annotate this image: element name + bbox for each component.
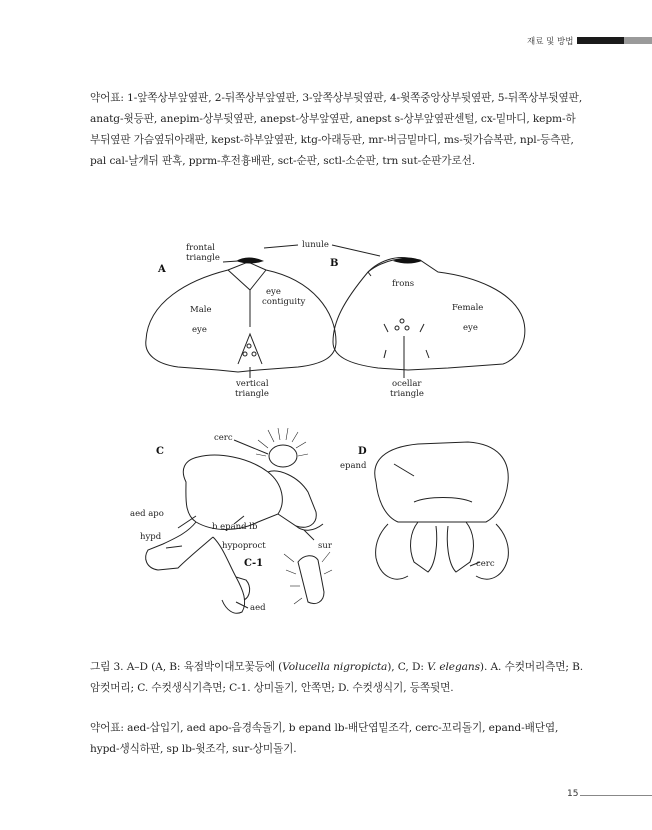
label-c-1: C-1 [244, 558, 264, 569]
label-b-epand-lb: b epand lb [212, 522, 258, 532]
label-female: Female [452, 303, 484, 313]
caption-species-2: V. elegans [427, 661, 480, 673]
label-triangle-vertical: triangle [235, 389, 269, 399]
header-section-label: 재료 및 방법 [527, 37, 574, 47]
label-frons: frons [392, 279, 415, 289]
label-epand: epand [340, 461, 367, 471]
label-hypd: hypd [140, 532, 162, 542]
caption-prefix: 그림 3. A–D (A, B: 육점박이대모꽃등에 ( [90, 661, 283, 673]
label-male-eye: eye [192, 325, 207, 335]
label-contiguity: contiguity [262, 297, 306, 307]
header-bar [577, 37, 624, 44]
caption-species-1: Volucella nigropicta [282, 661, 388, 673]
label-sur: sur [318, 541, 332, 551]
panel-d-letter: D [358, 446, 367, 457]
panel-a-drawing [146, 245, 339, 378]
label-ocellar: ocellar [392, 379, 422, 389]
label-triangle-ocellar: triangle [390, 389, 424, 399]
caption-middle: ), C, D: [387, 661, 428, 673]
label-male: Male [190, 305, 212, 315]
figure-3-illustration [118, 232, 538, 622]
label-cerc-c: cerc [214, 433, 233, 443]
label-triangle-frontal: triangle [186, 253, 220, 263]
panel-b-letter: B [330, 258, 339, 269]
figure-caption [90, 657, 585, 699]
abbreviations-paragraph-bottom: 약어표: aed-삽입기, aed apo-음경속돌기, b epand lb-배단엽밑조각, cerc-꼬리돌기, epand-배단엽, hypd-생식하판, sp lb-윗조각, sur-상미돌기. [90, 722, 559, 755]
label-aed: aed [250, 603, 266, 613]
panel-c-letter: C [156, 446, 164, 457]
label-lunule: lunule [302, 240, 329, 250]
label-eye: eye [266, 287, 281, 297]
label-female-eye: eye [463, 323, 478, 333]
page-number-rule [580, 795, 652, 796]
panel-c-drawing [146, 428, 332, 613]
label-cerc-d: cerc [476, 559, 495, 569]
label-hypoproct: hypoproct [222, 541, 266, 551]
label-vertical: vertical [236, 379, 269, 389]
header-bar-accent [624, 37, 652, 44]
label-aed-apo: aed apo [130, 509, 164, 519]
caption-suffix: ). A. 수컷머리측면; B. 암컷머리; C. 수컷생식기측면; C-1. 상미돌기, 안쪽면; D. 수컷생식기, 등쪽뒷면. [90, 661, 584, 694]
figure-3 [118, 232, 538, 622]
abbreviations-paragraph-top: 약어표: 1-앞쪽상부앞옆판, 2-뒤쪽상부앞옆판, 3-앞쪽상부뒷옆판, 4-윗쪽중앙상부뒷옆판, 5-뒤쪽상부뒷옆판, anatg-윗등판, anepim-상부뒷옆판, anepst-상부앞옆판, anepst s-상부앞옆판센털, cx-밑마디, kepm-하부뒤옆판 가슴옆뒤아래판, kepst-하부앞옆판, ktg-아래등판, mr-버금밑마디, ms-뒷가슴복판, npl-등측판, pal cal-날개뒤 판혹, pprm-후전흉배판, sct-순판, sctl-소순판, trn sut-순판가로선. [90, 92, 583, 167]
page-number: 15 [567, 789, 579, 799]
panel-b-drawing [332, 245, 525, 378]
panel-a-letter: A [158, 264, 166, 275]
label-frontal: frontal [186, 243, 216, 253]
